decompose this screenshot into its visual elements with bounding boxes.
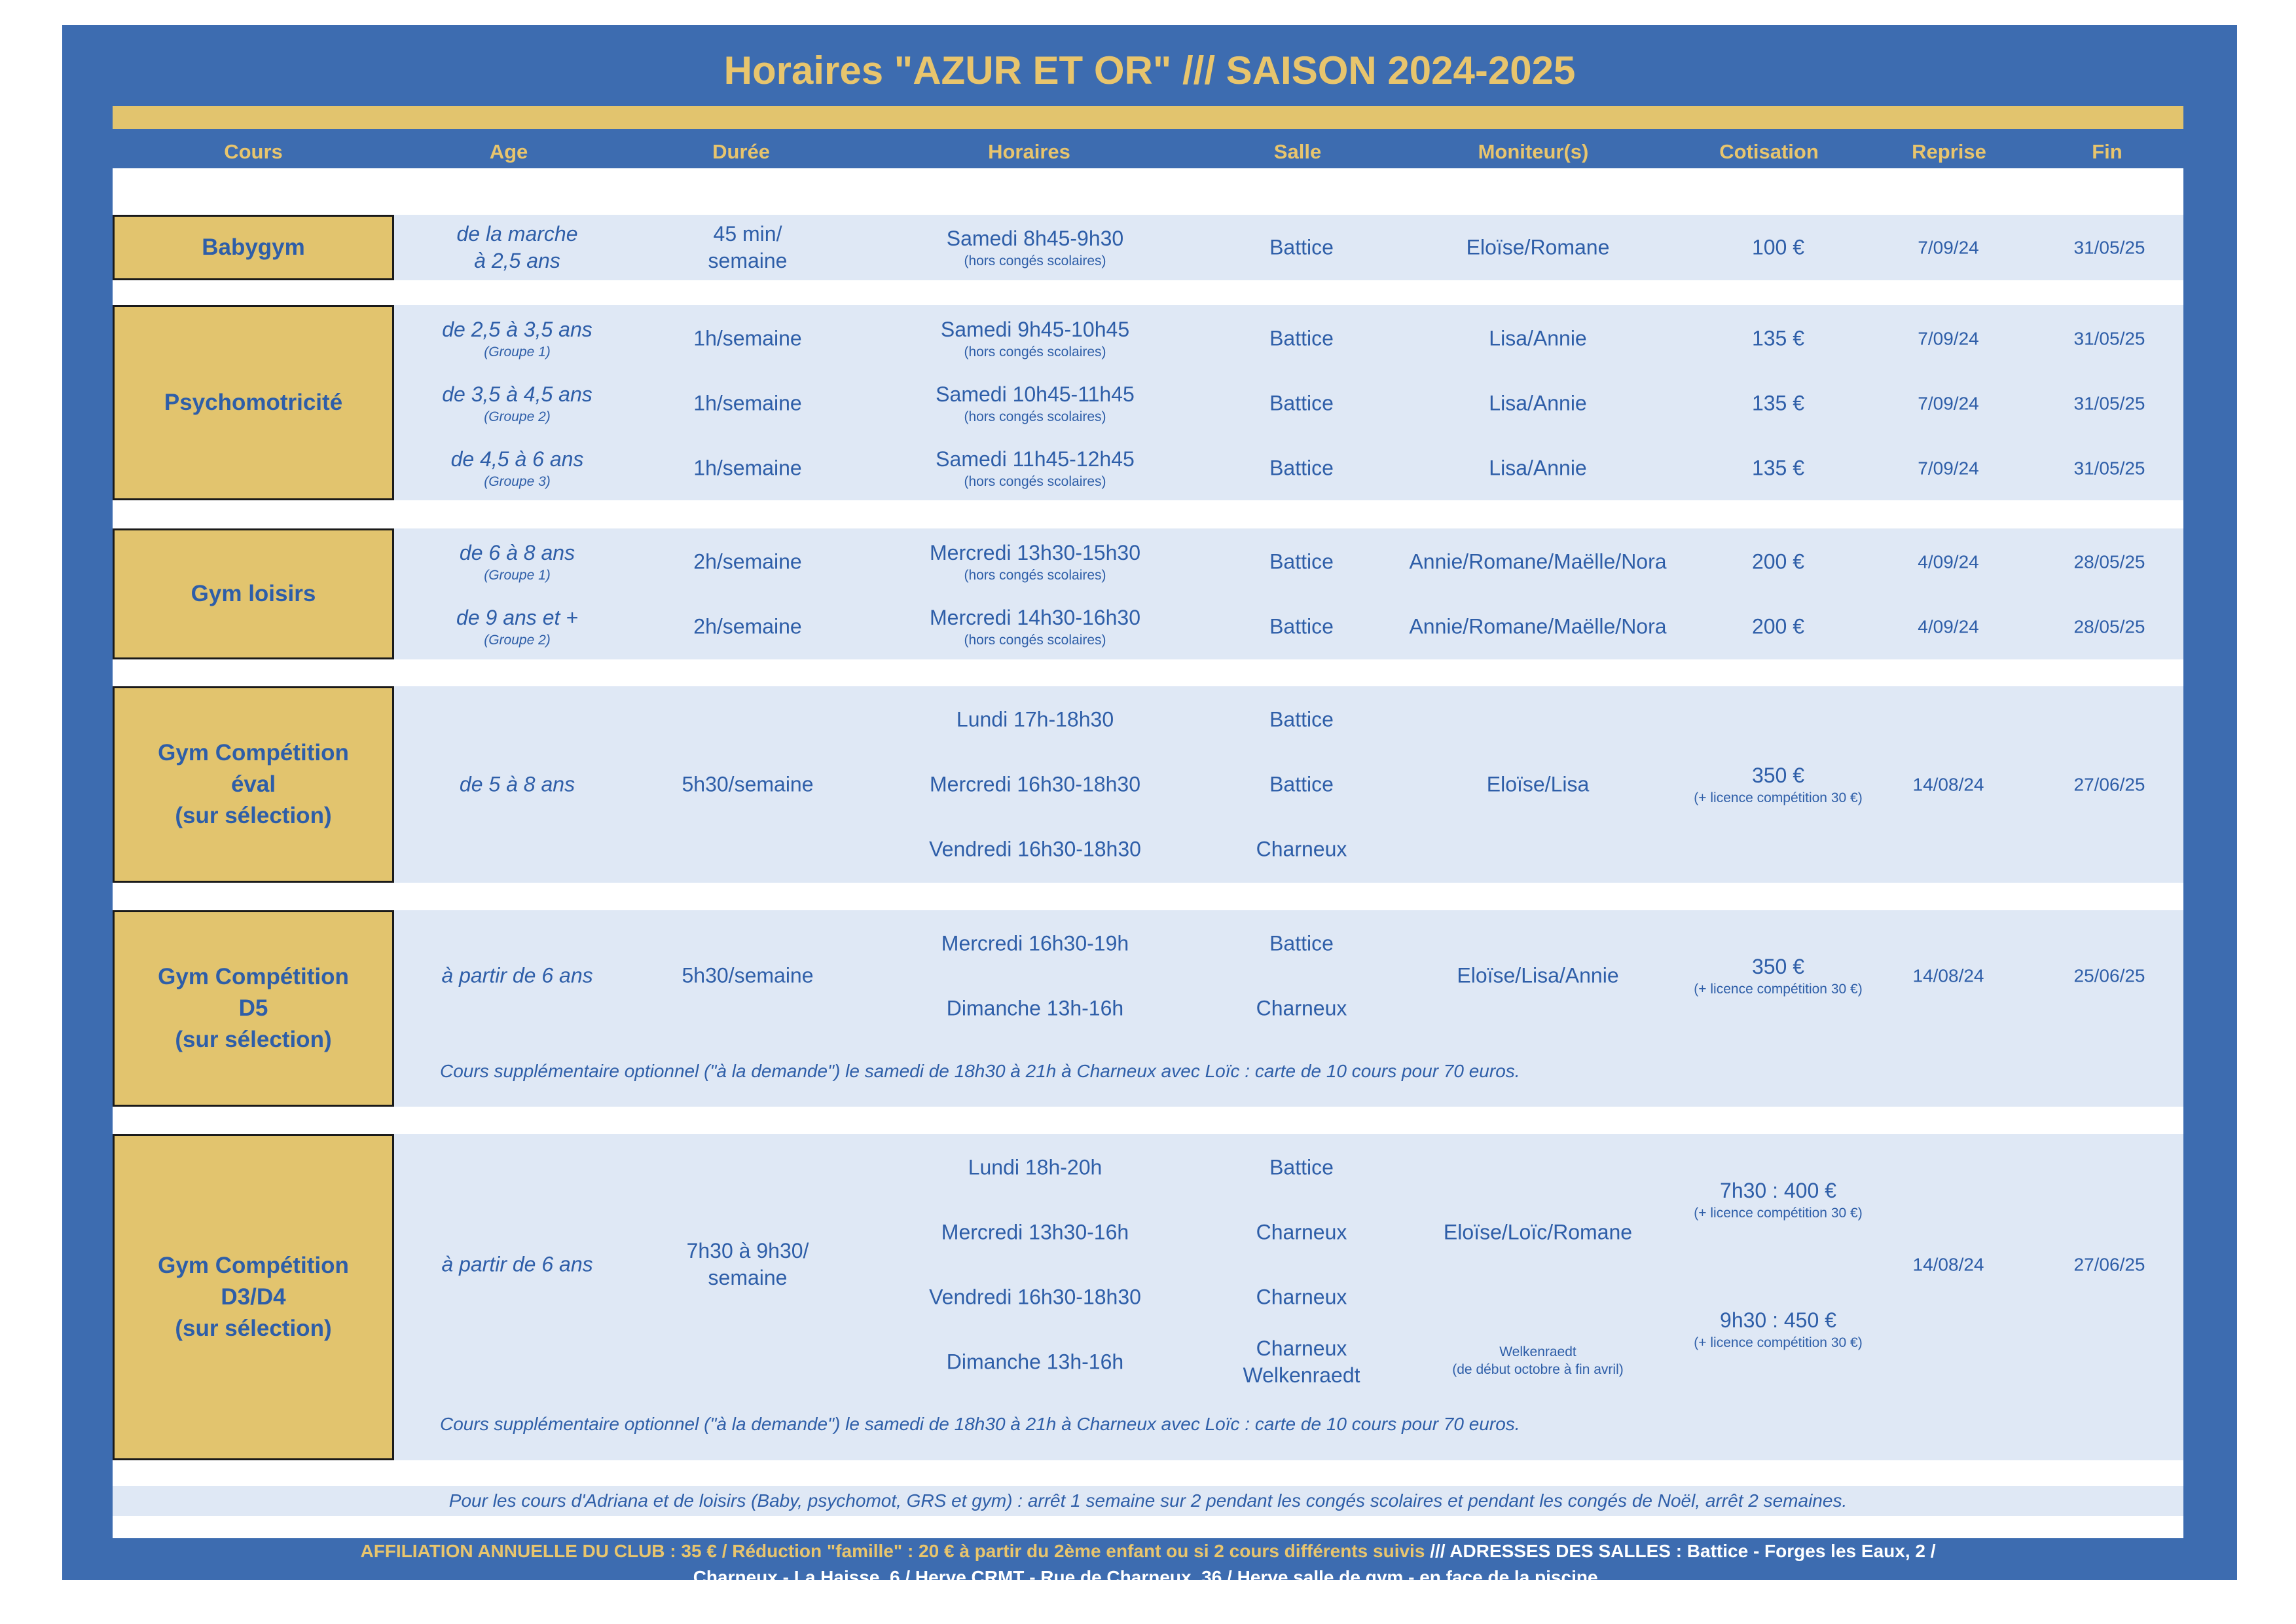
header-cotisation: Cotisation xyxy=(1719,140,1819,163)
reprise-cell: 7/09/24 xyxy=(1918,458,1979,479)
section-gym-loisirs xyxy=(113,528,2183,659)
moniteur-cell: Lisa/Annie xyxy=(1489,326,1587,350)
course-name: Gym loisirs xyxy=(191,581,316,606)
course-name-line: Gym Compétition xyxy=(158,964,349,989)
header-age: Age xyxy=(489,140,528,163)
horaire-cell: Vendredi 16h30-18h30 xyxy=(929,1285,1141,1309)
fin-cell: 25/06/25 xyxy=(2073,965,2145,986)
course-babygym xyxy=(113,215,394,280)
horaire-cell: Mercredi 16h30-19h xyxy=(941,931,1129,955)
moniteur-note-line: Welkenraedt xyxy=(1499,1344,1576,1359)
horaire-cell xyxy=(941,316,1129,361)
horaire-text: Samedi 11h45-12h45 xyxy=(936,447,1135,471)
fin-cell: 31/05/25 xyxy=(2073,458,2145,479)
cotisation-cell xyxy=(1694,1307,1862,1352)
reprise-cell: 7/09/24 xyxy=(1918,328,1979,349)
cotisation-cell: 200 € xyxy=(1751,614,1805,638)
salle-cell: Charneux xyxy=(1256,1220,1347,1244)
age-cell: à partir de 6 ans xyxy=(441,963,593,987)
moniteur-note-line: (de début octobre à fin avril) xyxy=(1452,1362,1624,1377)
horaire-cell: Dimanche 13h-16h xyxy=(946,1350,1124,1374)
moniteur-cell: Eloïse/Loïc/Romane xyxy=(1443,1220,1633,1244)
age-line: de 2,5 à 3,5 ans xyxy=(442,318,592,341)
fin-cell: 27/06/25 xyxy=(2073,1254,2145,1275)
moniteur-cell: Lisa/Annie xyxy=(1489,391,1587,415)
horaire-cell: Mercredi 13h30-16h xyxy=(941,1220,1129,1244)
duree-cell xyxy=(687,1238,809,1291)
horaire-note: (hors congés scolaires) xyxy=(964,633,1106,648)
duree-cell: 1h/semaine xyxy=(693,326,802,350)
reprise-cell: 14/08/24 xyxy=(1912,774,1984,795)
cotisation-cell xyxy=(1694,953,1862,998)
groupe-label: (Groupe 3) xyxy=(484,474,551,489)
moniteur-cell: Annie/Romane/Maëlle/Nora xyxy=(1409,614,1667,638)
header-moniteurs: Moniteur(s) xyxy=(1478,140,1589,163)
course-name-line: éval xyxy=(230,771,276,797)
moniteur-cell: Eloïse/Lisa/Annie xyxy=(1457,963,1619,987)
groupe-label: (Groupe 2) xyxy=(484,409,551,424)
salle-cell: Battice xyxy=(1269,456,1334,480)
duree-cell: 2h/semaine xyxy=(693,614,802,638)
footer-line-2: Charneux - La Haisse, 6 / Herve CRMT - Rue de Charneux, 36 / Herve salle de gym - en face de la piscine. xyxy=(693,1567,1603,1587)
header-salle: Salle xyxy=(1273,140,1322,163)
horaire-note: (hors congés scolaires) xyxy=(964,409,1106,424)
section-gym-competition-eval xyxy=(113,686,2183,883)
header-horaires: Horaires xyxy=(988,140,1070,163)
course-name-line: (sur sélection) xyxy=(175,1027,332,1052)
groupe-label: (Groupe 1) xyxy=(484,568,551,583)
duree-cell: 2h/semaine xyxy=(693,549,802,574)
age-line: de 4,5 à 6 ans xyxy=(450,447,584,471)
course-gym-competition-d5 xyxy=(113,910,394,1107)
cotisation-cell: 100 € xyxy=(1751,235,1805,259)
section-psychomotricite xyxy=(113,305,2183,500)
horaire-text: Samedi 8h45-9h30 xyxy=(946,227,1124,250)
gold-divider xyxy=(113,106,2183,129)
moniteur-cell: Annie/Romane/Maëlle/Nora xyxy=(1409,549,1667,574)
salle-cell xyxy=(1243,1335,1360,1389)
cotisation-note: (+ licence compétition 30 €) xyxy=(1694,790,1863,805)
salle-cell: Battice xyxy=(1269,707,1334,731)
salle-cell: Charneux xyxy=(1256,1285,1347,1309)
horaire-cell xyxy=(930,604,1140,649)
age-line: de la marche xyxy=(456,222,578,246)
moniteur-cell: Eloïse/Lisa xyxy=(1486,772,1590,796)
horaire-cell: Dimanche 13h-16h xyxy=(946,996,1124,1020)
course-gym-loisirs xyxy=(113,528,394,659)
fin-cell: 28/05/25 xyxy=(2073,616,2145,637)
course-name-line: D5 xyxy=(238,995,268,1021)
horaire-cell xyxy=(936,381,1135,426)
salle-cell: Charneux xyxy=(1256,837,1347,861)
age-cell: de 5 à 8 ans xyxy=(459,772,575,796)
schedule-table xyxy=(113,168,2183,1538)
section-gym-competition-d3d4 xyxy=(113,1134,2183,1460)
age-line: de 9 ans et + xyxy=(456,606,578,629)
reprise-cell: 7/09/24 xyxy=(1918,237,1979,258)
fin-cell: 31/05/25 xyxy=(2073,328,2145,349)
salle-cell: Battice xyxy=(1269,235,1334,259)
addresses-text: ADRESSES DES SALLES : Battice - Forges les Eaux, 2 / xyxy=(1449,1541,1936,1561)
salle-cell: Battice xyxy=(1269,326,1334,350)
fin-cell: 31/05/25 xyxy=(2073,237,2145,258)
horaire-cell xyxy=(947,225,1123,270)
horaire-note: (hors congés scolaires) xyxy=(964,568,1106,583)
fin-cell: 27/06/25 xyxy=(2073,774,2145,795)
course-psychomotricite xyxy=(113,305,394,500)
course-name-line: Gym Compétition xyxy=(158,1253,349,1278)
moniteur-cell: Eloïse/Romane xyxy=(1466,235,1610,259)
cotisation-cell: 135 € xyxy=(1751,391,1805,415)
affiliation-text: AFFILIATION ANNUELLE DU CLUB : 35 € / Réduction "famille" : 20 € à partir du 2ème enfant ou si 2 cours différents suivis xyxy=(360,1541,1425,1561)
cotisation-cell xyxy=(1694,762,1862,807)
reprise-cell: 4/09/24 xyxy=(1918,551,1979,572)
cotisation-note: (+ licence compétition 30 €) xyxy=(1694,1206,1863,1221)
header-reprise: Reprise xyxy=(1912,140,1986,163)
duree-cell: 5h30/semaine xyxy=(682,963,814,987)
section-babygym xyxy=(113,215,2183,280)
horaire-cell: Mercredi 16h30-18h30 xyxy=(930,772,1140,796)
schedule-frame xyxy=(62,25,2237,1587)
age-line: à 2,5 ans xyxy=(474,249,560,272)
duree-line: 45 min/ xyxy=(713,222,782,246)
age-cell xyxy=(460,540,575,584)
horaire-cell xyxy=(936,446,1135,490)
reprise-cell: 14/08/24 xyxy=(1912,1254,1984,1275)
age-cell xyxy=(457,221,578,274)
salle-cell: Battice xyxy=(1269,549,1334,574)
header-cours: Cours xyxy=(224,140,283,163)
reprise-cell: 4/09/24 xyxy=(1918,616,1979,637)
duree-cell: 5h30/semaine xyxy=(682,772,814,796)
course-name-line: (sur sélection) xyxy=(175,803,332,828)
salle-cell: Battice xyxy=(1269,614,1334,638)
horaire-cell: Vendredi 16h30-18h30 xyxy=(929,837,1141,861)
horaire-cell: Lundi 17h-18h30 xyxy=(956,707,1114,731)
horaire-text: Mercredi 13h30-15h30 xyxy=(930,541,1140,564)
optional-course-note: Cours supplémentaire optionnel ("à la demande") le samedi de 18h30 à 21h à Charneux avec Loïc : carte de 10 cours pour 70 euros. xyxy=(440,1061,1520,1081)
horaire-note: (hors congés scolaires) xyxy=(964,474,1106,489)
salle-line: Welkenraedt xyxy=(1243,1363,1360,1387)
age-cell xyxy=(451,446,584,490)
cotisation-note: (+ licence compétition 30 €) xyxy=(1694,1335,1863,1350)
footer-separator: /// xyxy=(1430,1541,1446,1561)
duree-cell: 1h/semaine xyxy=(693,391,802,415)
duree-line: semaine xyxy=(708,249,788,272)
course-name: Babygym xyxy=(202,234,305,260)
course-name-line: D3/D4 xyxy=(221,1284,286,1310)
course-gym-competition-eval xyxy=(113,686,394,883)
cotisation-cell: 135 € xyxy=(1751,456,1805,480)
duree-cell: 1h/semaine xyxy=(693,456,802,480)
course-name-line: (sur sélection) xyxy=(175,1316,332,1341)
age-cell xyxy=(456,604,578,649)
salle-line: Charneux xyxy=(1256,1337,1347,1360)
age-line: de 6 à 8 ans xyxy=(459,541,575,564)
reprise-cell: 14/08/24 xyxy=(1912,965,1984,986)
age-cell xyxy=(442,381,592,426)
header-fin: Fin xyxy=(2092,140,2123,163)
page-title: Horaires "AZUR ET OR" /// SAISON 2024-2025 xyxy=(723,48,1576,92)
age-line: de 3,5 à 4,5 ans xyxy=(442,382,592,406)
duree-line: 7h30 à 9h30/ xyxy=(686,1239,809,1263)
salle-cell: Charneux xyxy=(1256,996,1347,1020)
salle-cell: Battice xyxy=(1269,772,1334,796)
cotisation-cell xyxy=(1694,1177,1862,1222)
horaire-note: (hors congés scolaires) xyxy=(964,344,1106,360)
general-note: Pour les cours d'Adriana et de loisirs (Baby, psychomot, GRS et gym) : arrêt 1 semaine sur 2 pendant les congés scolaires et pendant les congés de Noël, arrêt 2 semaines. xyxy=(113,1486,2183,1516)
groupe-label: (Groupe 2) xyxy=(484,633,551,648)
horaire-cell xyxy=(930,540,1140,584)
duree-cell xyxy=(708,221,788,274)
header-duree: Durée xyxy=(712,140,770,163)
horaire-note: (hors congés scolaires) xyxy=(964,253,1106,268)
moniteur-note xyxy=(1452,1343,1623,1378)
course-name: Psychomotricité xyxy=(164,390,343,415)
horaire-text: Samedi 9h45-10h45 xyxy=(940,318,1130,341)
groupe-label: (Groupe 1) xyxy=(484,344,551,360)
salle-cell: Battice xyxy=(1269,1155,1334,1179)
cotisation-value: 9h30 : 450 € xyxy=(1720,1308,1836,1332)
cotisation-value: 7h30 : 400 € xyxy=(1720,1179,1836,1202)
horaire-cell: Lundi 18h-20h xyxy=(968,1155,1102,1179)
fin-cell: 28/05/25 xyxy=(2073,551,2145,572)
salle-cell: Battice xyxy=(1269,391,1334,415)
age-cell xyxy=(442,316,592,361)
horaire-text: Samedi 10h45-11h45 xyxy=(936,382,1135,406)
duree-line: semaine xyxy=(708,1266,788,1289)
cotisation-value: 350 € xyxy=(1751,764,1805,787)
fin-cell: 31/05/25 xyxy=(2073,393,2145,414)
footer-line-1 xyxy=(113,1538,2183,1564)
cotisation-cell: 135 € xyxy=(1751,326,1805,350)
cotisation-note: (+ licence compétition 30 €) xyxy=(1694,982,1863,997)
moniteur-cell: Lisa/Annie xyxy=(1489,456,1587,480)
optional-course-note: Cours supplémentaire optionnel ("à la demande") le samedi de 18h30 à 21h à Charneux avec Loïc : carte de 10 cours pour 70 euros. xyxy=(440,1414,1520,1434)
age-cell: à partir de 6 ans xyxy=(441,1252,593,1276)
cotisation-value: 350 € xyxy=(1751,955,1805,978)
salle-cell: Battice xyxy=(1269,931,1334,955)
course-name-line: Gym Compétition xyxy=(158,740,349,766)
footer xyxy=(113,1538,2183,1587)
horaire-text: Mercredi 14h30-16h30 xyxy=(930,606,1140,629)
cotisation-cell: 200 € xyxy=(1751,549,1805,574)
reprise-cell: 7/09/24 xyxy=(1918,393,1979,414)
course-gym-competition-d3d4 xyxy=(113,1134,394,1460)
